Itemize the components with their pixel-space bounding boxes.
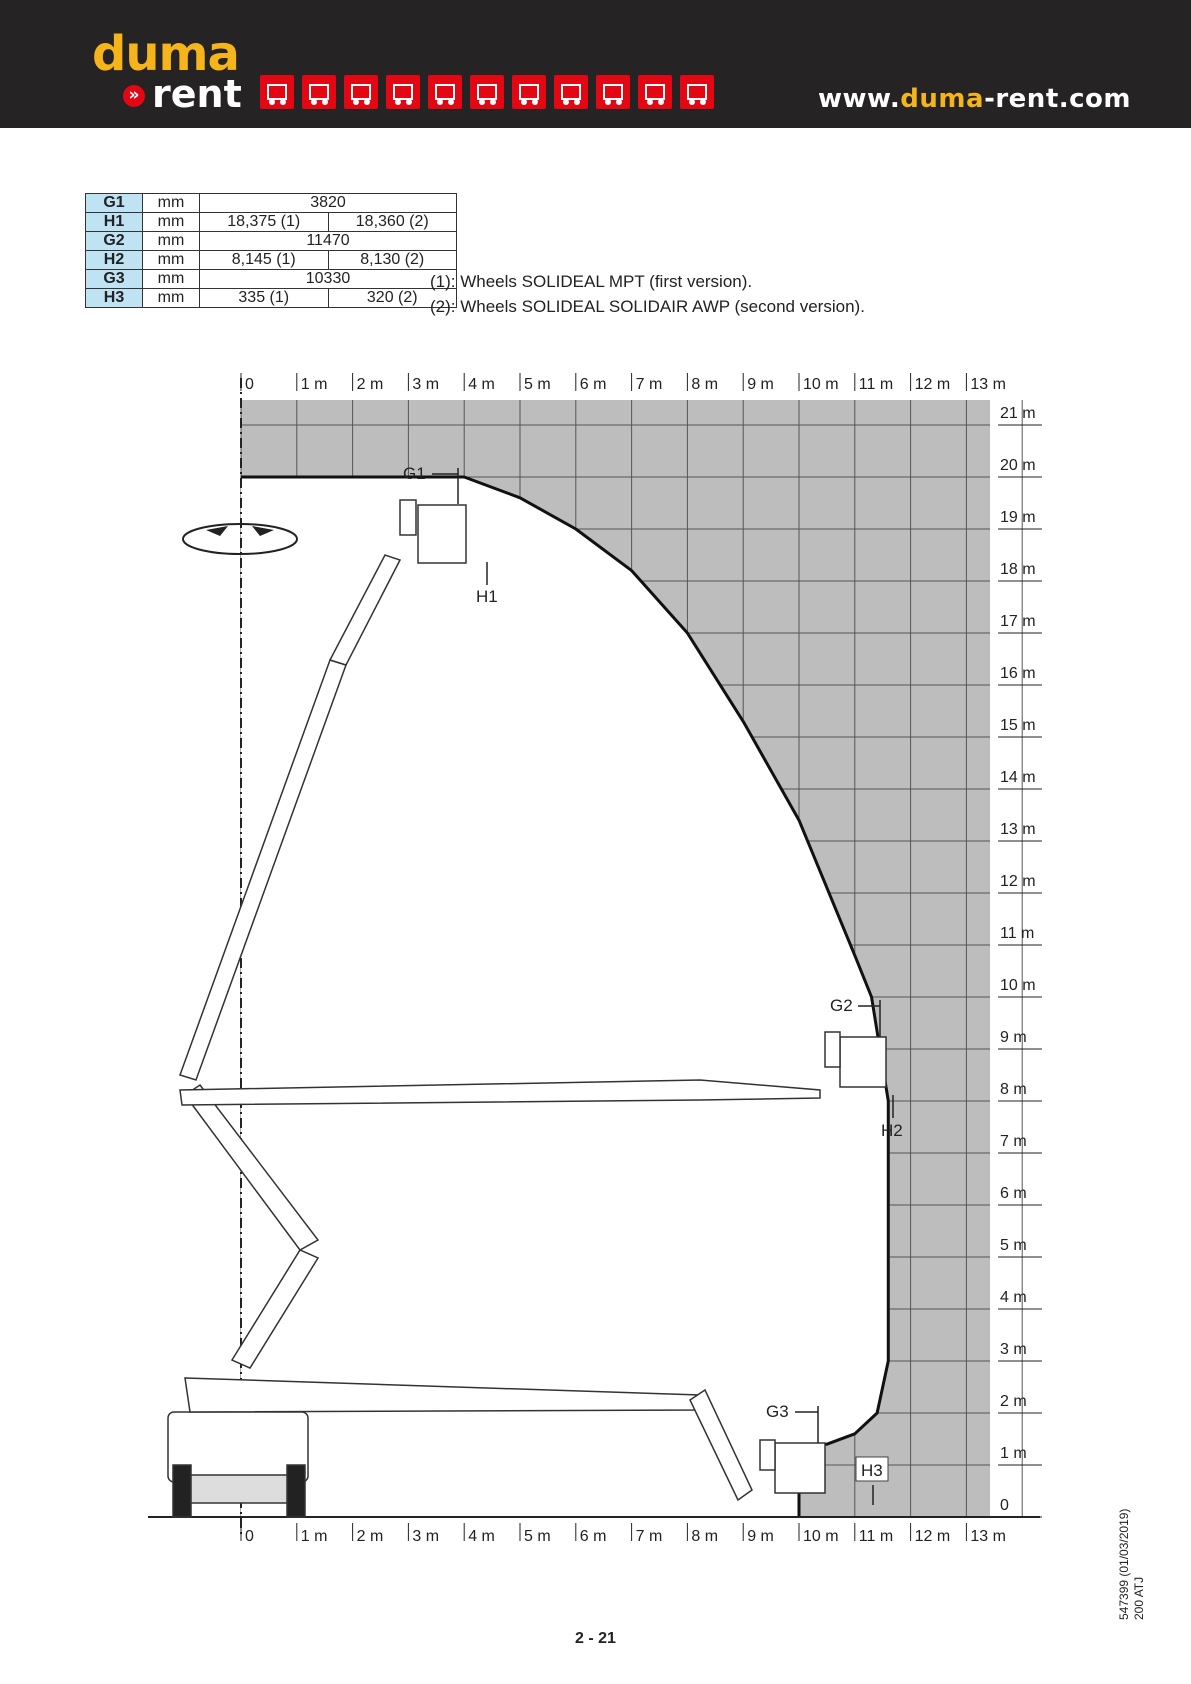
x-tick-label-top: 0 [245, 376, 254, 393]
x-tick-label-bottom: 1 m [300, 1528, 328, 1545]
rotation-arrow-left [206, 526, 228, 536]
y-tick-label: 5 m [1000, 1237, 1027, 1254]
x-tick-label-top: 3 m [412, 376, 440, 393]
spec-value: 11470 [200, 232, 457, 251]
basket-g2 [840, 1037, 886, 1087]
y-tick-label: 11 m [1000, 925, 1035, 942]
y-tick-label: 12 m [1000, 873, 1036, 890]
control-box-g1 [400, 500, 416, 535]
y-tick-label: 1 m [1000, 1445, 1027, 1462]
label-g1: G1 [403, 464, 426, 483]
y-tick-label: 6 m [1000, 1185, 1027, 1202]
spec-unit: mm [143, 251, 200, 270]
document-code: 547399 (01/03/2019) [1117, 1508, 1131, 1620]
spec-key: H1 [86, 213, 143, 232]
spec-value: 8,130 (2) [328, 251, 457, 270]
y-tick-label: 19 m [1000, 509, 1036, 526]
spec-unit: mm [143, 194, 200, 213]
spec-unit: mm [143, 270, 200, 289]
y-tick-label: 7 m [1000, 1133, 1027, 1150]
x-tick-label-bottom: 13 m [970, 1528, 1006, 1545]
spec-value: 320 (2) [328, 289, 457, 308]
document-reference [1117, 1509, 1147, 1620]
x-tick-label-bottom: 5 m [524, 1528, 551, 1545]
spec-value: 18,375 (1) [200, 213, 329, 232]
x-tick-label-bottom: 11 m [858, 1528, 894, 1545]
label-h3: H3 [861, 1461, 883, 1480]
spec-key: G3 [86, 270, 143, 289]
x-tick-label-bottom: 4 m [468, 1528, 495, 1545]
y-tick-label: 16 m [1000, 665, 1036, 682]
y-tick-label: 15 m [1000, 717, 1036, 734]
spec-key: G1 [86, 194, 143, 213]
axle-block [191, 1475, 287, 1503]
control-box-g3 [760, 1440, 775, 1470]
x-tick-label-bottom: 7 m [635, 1528, 663, 1545]
label-g2: G2 [830, 996, 853, 1015]
x-tick-label-bottom: 0 [245, 1528, 254, 1545]
x-tick-label-bottom: 3 m [412, 1528, 440, 1545]
wheel-left [173, 1465, 191, 1517]
x-tick-label-top: 12 m [914, 376, 951, 393]
logo-chevron: » [123, 85, 145, 107]
x-tick-label-top: 9 m [747, 376, 774, 393]
y-tick-label: 0 [1000, 1497, 1009, 1514]
y-tick-label: 4 m [1000, 1289, 1027, 1306]
y-tick-label: 2 m [1000, 1393, 1027, 1410]
x-tick-label-bottom: 9 m [747, 1528, 774, 1545]
x-tick-label-bottom: 6 m [579, 1528, 607, 1545]
basket-g1 [418, 505, 466, 563]
y-tick-label: 21 m [1000, 405, 1036, 422]
y-tick-label: 20 m [1000, 457, 1036, 474]
spec-unit: mm [143, 232, 200, 251]
logo-duma-text: duma [92, 26, 239, 82]
basket-g3 [775, 1443, 825, 1493]
y-tick-label: 18 m [1000, 561, 1036, 578]
y-tick-label: 14 m [1000, 769, 1036, 786]
x-tick-label-bottom: 2 m [356, 1528, 384, 1545]
label-g3: G3 [766, 1402, 789, 1421]
x-tick-label-top: 1 m [300, 376, 328, 393]
spec-key: H2 [86, 251, 143, 270]
label-h2: H2 [881, 1121, 903, 1140]
x-tick-label-bottom: 12 m [914, 1528, 951, 1545]
y-tick-label: 9 m [1000, 1029, 1027, 1046]
spec-value: 10330 [200, 270, 457, 289]
x-tick-label-top: 8 m [691, 376, 719, 393]
spec-value: 3820 [200, 194, 457, 213]
y-tick-label: 3 m [1000, 1341, 1027, 1358]
x-tick-label-top: 7 m [635, 376, 663, 393]
y-tick-label: 13 m [1000, 821, 1036, 838]
label-h1: H1 [476, 587, 498, 606]
spec-value: 18,360 (2) [328, 213, 457, 232]
spec-value: 8,145 (1) [200, 251, 329, 270]
x-tick-label-top: 13 m [970, 376, 1006, 393]
control-box-g2 [825, 1032, 840, 1067]
y-tick-label: 17 m [1000, 613, 1036, 630]
y-tick-label: 10 m [1000, 977, 1036, 994]
spec-key: H3 [86, 289, 143, 308]
x-tick-label-top: 4 m [468, 376, 495, 393]
logo-rent-text: » rent [126, 75, 242, 113]
x-tick-label-top: 10 m [803, 376, 839, 393]
note-2: (2): Wheels SOLIDEAL SOLIDAIR AWP (second version). [430, 297, 865, 316]
wheel-right [287, 1465, 305, 1517]
website-url[interactable]: www.duma-rent.com [818, 84, 1131, 114]
x-tick-label-top: 11 m [858, 376, 894, 393]
x-tick-label-top: 6 m [579, 376, 607, 393]
spec-unit: mm [143, 213, 200, 232]
model-name: 200 ATJ [1132, 1576, 1146, 1620]
y-tick-label: 8 m [1000, 1081, 1027, 1098]
note-1: (1): Wheels SOLIDEAL MPT (first version). [430, 272, 753, 291]
spec-value: 335 (1) [200, 289, 329, 308]
spec-key: G2 [86, 232, 143, 251]
x-tick-label-bottom: 10 m [803, 1528, 839, 1545]
spec-unit: mm [143, 289, 200, 308]
x-tick-label-top: 2 m [356, 376, 384, 393]
x-tick-label-top: 5 m [524, 376, 551, 393]
x-tick-label-bottom: 8 m [691, 1528, 719, 1545]
page-number: 2 - 21 [575, 1630, 616, 1647]
